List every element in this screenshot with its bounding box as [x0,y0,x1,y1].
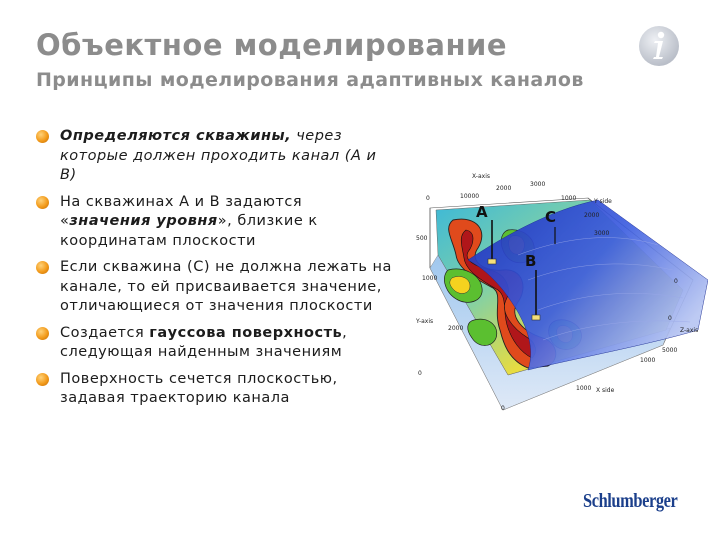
slide-title: Объектное моделирование [36,28,507,62]
tick-1000-bottom: 1000 [576,385,592,392]
tick-0-bottom: 0 [501,405,505,412]
bullet-plane-cut [36,370,396,409]
tick-1000-left: 1000 [422,275,438,282]
schlumberger-logo: Schlumberger [583,490,678,512]
tick-3000-right: 3000 [594,230,610,237]
bullet-well-c [36,258,396,317]
bullet-list [36,127,396,416]
well-b-label: B [525,252,537,270]
tick-10000: 10000 [460,193,480,200]
bullet-4-bold: гауссова поверхность [149,324,343,341]
bullet-dot-icon [36,130,49,143]
bullet-4-post: , следующая найденным значениям [60,324,348,360]
tick-1000-top: 1000 [561,195,577,202]
well-a-label: A [476,203,488,221]
bullet-wells-defined [36,127,396,186]
y-side-label: Y side [594,198,612,205]
tick-1000-z: 1000 [640,357,656,364]
tick-2000: 2000 [496,185,512,192]
bullet-1-bold: Определяются скважины, [60,128,292,144]
bullet-gaussian-surface [36,324,396,363]
x-axis-label: X-axis [472,173,490,180]
bullet-dot-icon [36,196,49,209]
tick-3000: 3000 [530,181,546,188]
slide-subtitle: Принципы моделирования адаптивных каналов [36,69,584,91]
bullet-dot-icon [36,327,49,340]
z-axis-label: Z-axis [680,327,699,334]
bullet-2-post: », близкие к координатам плоскости [60,213,318,249]
tick-2000-left: 2000 [448,325,464,332]
bullet-2-pre: На скважинах А и В задаются « [60,193,303,229]
bullet-3-text: Если скважина (С) не должна лежать на канале, то ей присваивается значение, отличающиеся от значения плоскости [60,259,392,314]
bullet-2-bold: значения уровня [69,213,218,229]
bullet-5-text: Поверхность сечется плоскостью, задавая траекторию канала [60,370,338,406]
well-c-label: C [545,208,557,226]
y-axis-label: Y-axis [416,318,434,325]
tick-0-right: 0 [674,278,678,285]
tick-2000-right: 2000 [584,212,600,219]
bullet-level-values [36,193,396,252]
tick-0-z: 0 [668,315,672,322]
tick-0-left: 0 [418,370,422,377]
bullet-dot-icon [36,373,49,386]
channel-surface-figure [408,170,708,420]
x-side-label: X side [596,387,615,394]
bullet-dot-icon [36,261,49,274]
tick-5000: 5000 [662,347,678,354]
info-icon [637,24,681,68]
bullet-4-pre: Создается [60,324,150,341]
tick-500-left: 500 [416,235,428,242]
tick-0-top: 0 [426,195,430,202]
bullet-1-text: через которые должен проходить канал (А и В) [60,128,377,183]
